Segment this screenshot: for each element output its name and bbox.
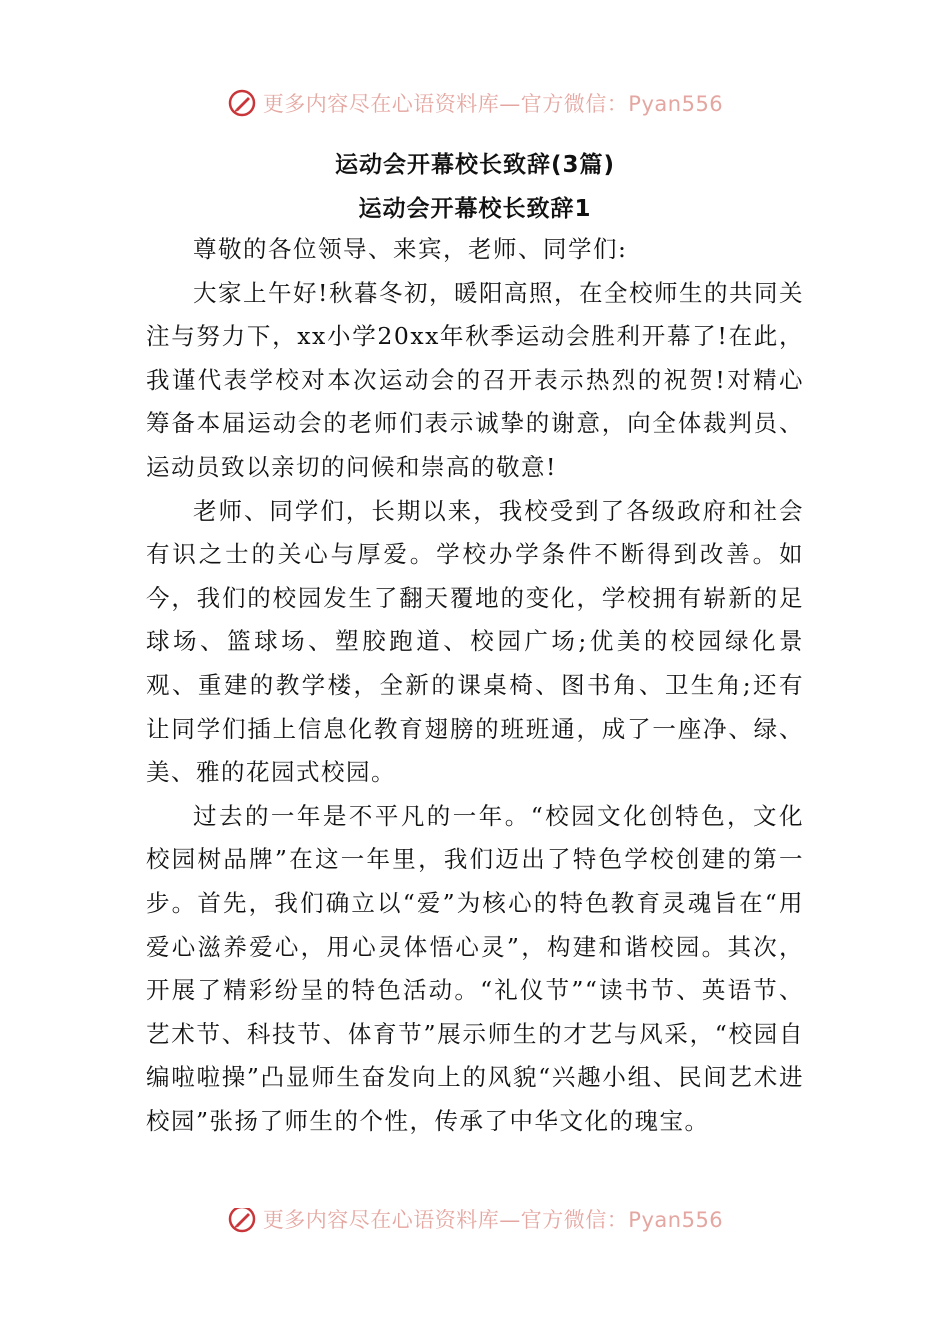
paragraph: 大家上午好!秋暮冬初，暖阳高照，在全校师生的共同关注与努力下，xx小学20xx年秋季运动会胜利开幕了!在此，我谨代表学校对本次运动会的召开表示热烈的祝贺!对精心筹备本届运动会的老师们表示诚挚的谢意，向全体裁判员、运动员致以亲切的问候和崇高的敬意! [146,278,804,481]
watermark-text: 更多内容尽在心语资料库—官方微信：Pyan556 [262,92,724,116]
watermark-text: 更多内容尽在心语资料库—官方微信：Pyan556 [262,1208,724,1232]
pen-logo-icon [227,88,257,118]
pen-logo-icon [227,1208,257,1234]
document-title: 运动会开幕校长致辞(3篇) [334,152,616,178]
document-subtitle: 运动会开幕校长致辞1 [358,196,592,222]
watermark-banner-top [0,86,950,120]
paragraph: 老师、同学们，长期以来，我校受到了各级政府和社会有识之士的关心与厚爱。学校办学条件不断得到改善。如今，我们的校园发生了翻天覆地的变化，学校拥有崭新的足球场、篮球场、塑胶跑道、校园广场;优美的校园绿化景观、重建的教学楼，全新的课桌椅、图书角、卫生角;还有让同学们插上信息化教育翅膀的班班通，成了一座净、绿、美、雅的花园式校园。 [146,496,804,787]
watermark-banner-bottom [0,1208,950,1238]
paragraph-greeting: 尊敬的各位领导、来宾，老师、同学们: [193,235,628,263]
paragraph: 过去的一年是不平凡的一年。“校园文化创特色，文化校园树品牌”在这一年里，我们迈出了特色学校创建的第一步。首先，我们确立以“爱”为核心的特色教育灵魂旨在“用爱心滋养爱心，用心灵体悟心灵”，构建和谐校园。其次，开展了精彩纷呈的特色活动。“礼仪节”“读书节、英语节、艺术节、科技节、体育节”展示师生的才艺与风采，“校园自编啦啦操”凸显师生奋发向上的风貌“兴趣小组、民间艺术进校园”张扬了师生的个性，传承了中华文化的瑰宝。 [146,801,804,1135]
document-body [146,228,804,1143]
